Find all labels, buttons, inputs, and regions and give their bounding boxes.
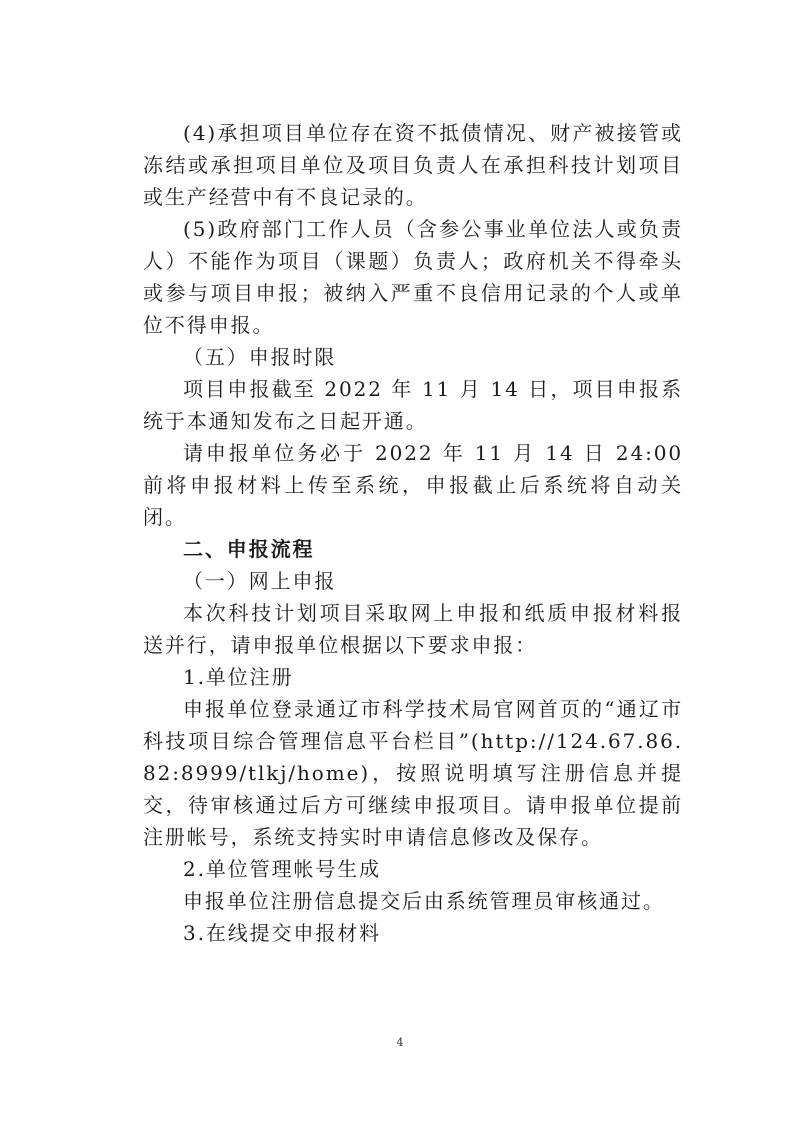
subsection-heading-online: （一）网上申报 bbox=[183, 569, 337, 593]
step-heading-submit: 3.在线提交申报材料 bbox=[183, 921, 382, 945]
paragraph-registration: 申报单位登录通辽市科学技术局官网首页的“通辽市科技项目综合管理信息平台栏目”(http://124.67.86.82:8999/tlkj/home)，按照说明填写注册信息并提交，待审核通过后方可继续申报项目。请申报单位提前注册帐号，系统支持实时申请信息修改及保存。 bbox=[143, 697, 683, 849]
paragraph-item-4: (4)承担项目单位存在资不抵债情况、财产被接管或冻结或承担项目单位及项目负责人在承担科技计划项目或生产经营中有不良记录的。 bbox=[143, 121, 683, 209]
step-heading-registration: 1.单位注册 bbox=[183, 665, 294, 689]
subsection-heading-deadline: （五）申报时限 bbox=[183, 345, 337, 369]
step-heading-account: 2.单位管理帐号生成 bbox=[183, 857, 382, 881]
paragraph-deadline-1: 项目申报截至 2022 年 11 月 14 日，项目申报系统于本通知发布之日起开通。 bbox=[143, 377, 683, 433]
document-body bbox=[143, 117, 683, 949]
page-number: 4 bbox=[396, 1036, 404, 1049]
paragraph-online-intro: 本次科技计划项目采取网上申报和纸质申报材料报送并行，请申报单位根据以下要求申报： bbox=[143, 601, 683, 657]
paragraph-account: 申报单位注册信息提交后由系统管理员审核通过。 bbox=[183, 889, 665, 913]
paragraph-deadline-2: 请申报单位务必于 2022 年 11 月 14 日 24:00 前将申报材料上传至系统，申报截止后系统将自动关闭。 bbox=[143, 441, 683, 529]
section-heading-process: 二、申报流程 bbox=[183, 537, 315, 561]
paragraph-item-5: (5)政府部门工作人员（含参公事业单位法人或负责人）不能作为项目（课题）负责人；政府机关不得牵头或参与项目申报；被纳入严重不良信用记录的个人或单位不得申报。 bbox=[143, 217, 683, 337]
